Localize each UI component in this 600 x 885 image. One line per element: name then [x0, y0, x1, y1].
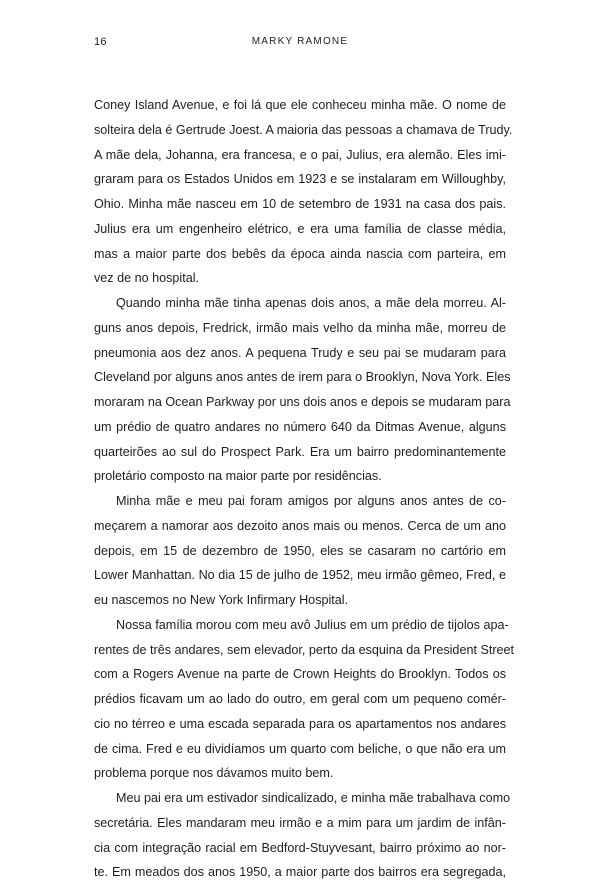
text-line: proletário composto na maior parte por residências.	[94, 469, 382, 484]
text-line: meçarem a namorar aos dezoito anos mais ou menos. Cerca de um ano	[94, 518, 506, 533]
running-head: MARKY RAMONE	[251, 36, 349, 47]
text-line: cia com integração racial em Bedford-Stuyvesant, bairro próximo ao nor-	[94, 840, 506, 855]
text-line: secretária. Eles mandaram meu irmão e a mim para um jardim de infân-	[94, 815, 506, 830]
text-line: Minha mãe e meu pai foram amigos por alguns anos antes de co-	[116, 494, 506, 508]
text-line: quarteirões ao sul do Prospect Park. Era um bairro predominantemente	[94, 444, 506, 459]
text-line: rentes de três andares, sem elevador, perto da esquina da President Street	[94, 642, 515, 657]
text-line: um prédio de quatro andares no número 640 da Ditmas Avenue, alguns	[94, 419, 506, 434]
text-line: depois, em 15 de dezembro de 1950, eles se casaram no cartório em	[94, 543, 506, 558]
text-line: cio no térreo e uma escada separada para os apartamentos nos andares	[94, 716, 506, 731]
text-line: Quando minha mãe tinha apenas dois anos, a mãe dela morreu. Al-	[116, 296, 506, 310]
text-line: Ohio. Minha mãe nasceu em 10 de setembro de 1931 na casa dos pais.	[94, 197, 506, 211]
text-line: pneumonia aos dez anos. A pequena Trudy e seu pai se mudaram para	[94, 345, 506, 360]
page-header	[94, 36, 506, 52]
text-line: moraram na Ocean Parkway por uns dois anos e depois se mudaram para	[94, 395, 511, 409]
body-text	[94, 93, 515, 885]
text-line: Meu pai era um estivador sindicalizado, e minha mãe trabalhava como	[116, 791, 511, 805]
text-line: de cima. Fred e eu dividíamos um quarto com beliche, o que não era um	[94, 741, 506, 756]
page-number: 16	[94, 36, 107, 48]
paragraph	[94, 786, 511, 885]
paragraph	[94, 93, 513, 291]
text-line: com a Rogers Avenue na parte de Crown Heights do Brooklyn. Todos os	[94, 667, 506, 682]
text-line: eu nascemos no New York Infirmary Hospital.	[94, 593, 349, 607]
text-line: Lower Manhattan. No dia 15 de julho de 1952, meu irmão gêmeo, Fred, e	[94, 568, 506, 583]
text-line: Nossa família morou com meu avô Julius em um prédio de tijolos apa-	[116, 617, 509, 632]
text-line: Coney Island Avenue, e foi lá que ele conheceu minha mãe. O nome de	[94, 98, 506, 112]
text-line: mas a maior parte dos bebês da época ainda nascia com parteira, em	[94, 246, 506, 261]
text-line: prédios ficavam um ao lado do outro, em geral com um pequeno comér-	[94, 692, 506, 706]
paragraph	[94, 489, 506, 613]
paragraph	[94, 291, 511, 489]
text-line: te. Em meados dos anos 1950, a maior parte dos bairros era segregada,	[94, 865, 506, 880]
text-line: guns anos depois, Fredrick, irmão mais velho da minha mãe, morreu de	[94, 320, 506, 335]
text-line: Cleveland por alguns anos antes de irem para o Brooklyn, Nova York. Eles	[94, 370, 511, 385]
text-line: Julius era um engenheiro elétrico, e era uma família de classe média,	[94, 221, 506, 236]
text-line: A mãe dela, Johanna, era francesa, e o pai, Julius, era alemão. Eles imi-	[94, 147, 506, 162]
paragraph	[94, 613, 515, 786]
text-line: solteira dela é Gertrude Joest. A maioria das pessoas a chamava de Trudy.	[94, 122, 513, 137]
text-line: vez de no hospital.	[94, 271, 200, 286]
text-line: problema porque nos dávamos muito bem.	[94, 766, 334, 781]
text-line: graram para os Estados Unidos em 1923 e se instalaram em Willoughby,	[94, 172, 506, 187]
